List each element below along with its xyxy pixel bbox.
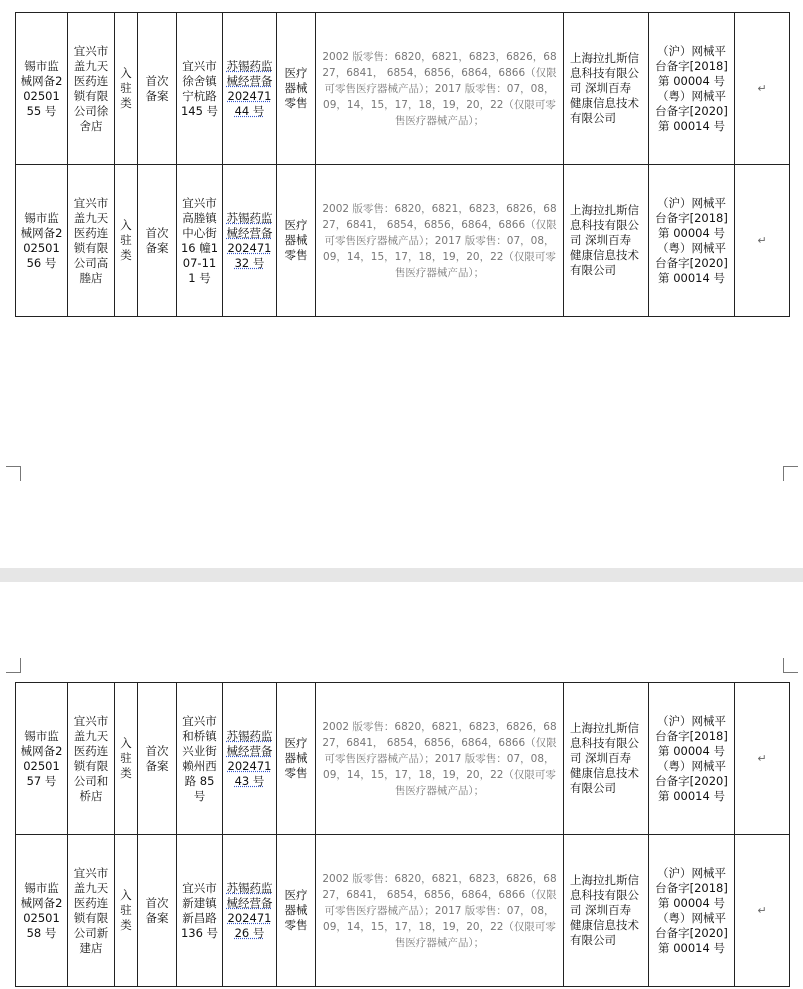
business-scope: 2002 版零售：6820，6821，6823，6826，6827，6841， 6854，6856，6864，6866（仅限可零售医疗器械产品）；2017 版零售：07，08，09，14，15，17，18，19，20，22（仅限可零售医疗器械产品）； (316, 13, 564, 165)
page-gap (0, 568, 803, 582)
platform-name: 上海拉扎斯信息科技有限公司 深圳百寿健康信息技术有限公司 (564, 683, 649, 835)
table-row (16, 835, 790, 987)
license-number: 苏锡药监械经营备20247126 号 (223, 835, 277, 987)
platform-name: 上海拉扎斯信息科技有限公司 深圳百寿健康信息技术有限公司 (564, 13, 649, 165)
platform-name: 上海拉扎斯信息科技有限公司 深圳百寿健康信息技术有限公司 (564, 165, 649, 317)
table-row (16, 165, 790, 317)
enterprise-name: 宜兴市盖九天医药连锁有限公司和桥店 (68, 683, 115, 835)
filing-type: 首次备案 (138, 835, 177, 987)
margin-corner-mark (783, 658, 798, 673)
license-number: 苏锡药监械经营备20247132 号 (223, 165, 277, 317)
margin-corner-mark (6, 466, 21, 481)
record-number: 锡市监械网备202501 55 号 (16, 13, 68, 165)
license-number: 苏锡药监械经营备20247144 号 (223, 13, 277, 165)
record-type: 入驻类 (115, 835, 138, 987)
license-number: 苏锡药监械经营备20247143 号 (223, 683, 277, 835)
enterprise-name: 宜兴市盖九天医药连锁有限公司高塍店 (68, 165, 115, 317)
document-page-2 (0, 582, 803, 989)
margin-corner-mark (783, 466, 798, 481)
platform-record-number: （沪）网械平台备字[2018]第 00004 号（粤）网械平台备字[2020]第 00014 号 (649, 165, 735, 317)
business-scope: 2002 版零售：6820，6821，6823，6826，6827，6841， 6854，6856，6864，6866（仅限可零售医疗器械产品）；2017 版零售：07，08，09，14，15，17，18，19，20，22（仅限可零售医疗器械产品）； (316, 683, 564, 835)
record-number: 锡市监械网备202501 56 号 (16, 165, 68, 317)
record-number: 锡市监械网备202501 57 号 (16, 683, 68, 835)
cell-end-mark: ↵ (735, 165, 790, 317)
business-scope: 2002 版零售：6820，6821，6823，6826，6827，6841， 6854，6856，6864，6866（仅限可零售医疗器械产品）；2017 版零售：07，08，09，14，15，17，18，19，20，22（仅限可零售医疗器械产品）； (316, 835, 564, 987)
business-scope: 2002 版零售：6820，6821，6823，6826，6827，6841， 6854，6856，6864，6866（仅限可零售医疗器械产品）；2017 版零售：07，08，09，14，15，17，18，19，20，22（仅限可零售医疗器械产品）； (316, 165, 564, 317)
record-type: 入驻类 (115, 13, 138, 165)
filing-type: 首次备案 (138, 165, 177, 317)
record-table-page-1 (15, 12, 790, 317)
cell-end-mark: ↵ (735, 835, 790, 987)
cell-end-mark: ↵ (735, 683, 790, 835)
enterprise-name: 宜兴市盖九天医药连锁有限公司徐舍店 (68, 13, 115, 165)
enterprise-name: 宜兴市盖九天医药连锁有限公司新建店 (68, 835, 115, 987)
filing-type: 首次备案 (138, 683, 177, 835)
business-category: 医疗器械零售 (277, 13, 316, 165)
margin-corner-mark (6, 658, 21, 673)
platform-record-number: （沪）网械平台备字[2018]第 00004 号（粤）网械平台备字[2020]第 00014 号 (649, 835, 735, 987)
record-type: 入驻类 (115, 165, 138, 317)
platform-record-number: （沪）网械平台备字[2018]第 00004 号（粤）网械平台备字[2020]第 00014 号 (649, 13, 735, 165)
business-category: 医疗器械零售 (277, 165, 316, 317)
record-type: 入驻类 (115, 683, 138, 835)
address: 宜兴市新建镇新昌路136 号 (177, 835, 223, 987)
business-category: 医疗器械零售 (277, 835, 316, 987)
cell-end-mark: ↵ (735, 13, 790, 165)
table-row (16, 683, 790, 835)
address: 宜兴市高塍镇中心街16 幢107-111 号 (177, 165, 223, 317)
filing-type: 首次备案 (138, 13, 177, 165)
table-row (16, 13, 790, 165)
platform-name: 上海拉扎斯信息科技有限公司 深圳百寿健康信息技术有限公司 (564, 835, 649, 987)
address: 宜兴市和桥镇兴业街赖州西路 85 号 (177, 683, 223, 835)
platform-record-number: （沪）网械平台备字[2018]第 00004 号（粤）网械平台备字[2020]第 00014 号 (649, 683, 735, 835)
record-table-page-2 (15, 682, 790, 987)
address: 宜兴市徐舍镇宁杭路145 号 (177, 13, 223, 165)
record-number: 锡市监械网备202501 58 号 (16, 835, 68, 987)
business-category: 医疗器械零售 (277, 683, 316, 835)
